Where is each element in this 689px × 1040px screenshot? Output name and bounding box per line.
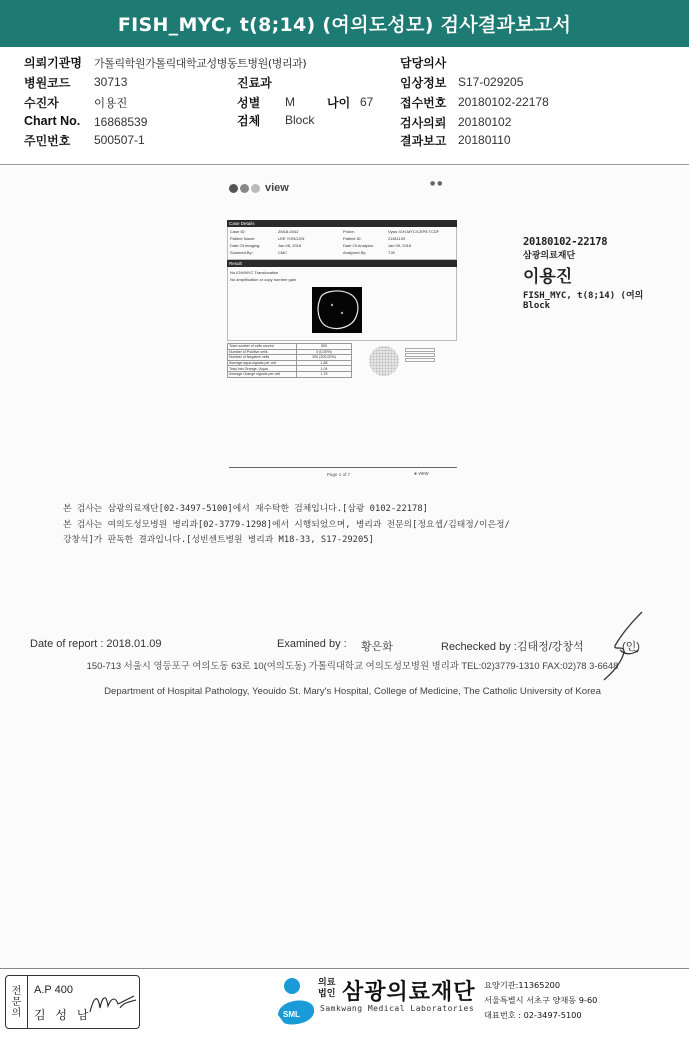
report-notes <box>63 502 510 549</box>
stamp-char: 문 <box>11 996 22 1008</box>
doctor-signature-icon <box>600 610 650 690</box>
institution-value: 가톨릭학원가톨릭대학교성병동트병원(병리과) <box>94 57 307 70</box>
care-code: 요양기관:11365200 <box>484 980 561 990</box>
specimen-value: Block <box>285 113 315 127</box>
metric-label: Average Orange signals per cell <box>228 371 297 377</box>
logo-dot-icon <box>229 184 238 193</box>
analyzed-by-label: Analyzed By: <box>343 250 367 255</box>
page-number: Page 1 of 7 <box>327 472 351 477</box>
note-line: 본 검사는 삼광의료재단[02-3497-5100]에서 재수탁한 검체입니다.[삼광 0102-22178] <box>63 504 428 514</box>
examined-label: Examined by : <box>277 638 347 650</box>
seal-mark: (인) <box>622 641 640 653</box>
sticker-receipt: 20180102-22178 <box>523 236 608 248</box>
sml-english-name: Samkwang Medical Laboratories <box>320 1004 475 1013</box>
result-header: Result <box>227 260 457 267</box>
sticker-name: 이용진 <box>523 267 573 287</box>
scanned-by-label: Scanned By: <box>230 250 253 255</box>
result-line-1: No IGH/MYC Translocation <box>230 270 279 275</box>
sml-label-bottom: 법인 <box>318 989 336 999</box>
institution-label: 의뢰기관명 <box>24 56 82 70</box>
metric-value: 0 (0.00%) <box>297 349 352 355</box>
sml-corp-label <box>318 978 335 1000</box>
case-details-header: Case Details <box>227 220 457 227</box>
sticker-specimen: Block <box>523 301 551 311</box>
sticker-foundation: 삼광의료재단 <box>523 251 576 261</box>
age-value: 67 <box>360 95 374 109</box>
sml-address: 서울특별시 서초구 양재동 9-60 <box>484 995 598 1005</box>
sml-contact-info <box>484 978 597 1023</box>
request-label: 검사의뢰 <box>400 116 447 130</box>
clinical-value: S17-029205 <box>458 75 524 89</box>
fish-cell-image <box>312 287 362 333</box>
logo-text: view <box>265 182 289 194</box>
sex-label: 성별 <box>237 96 261 110</box>
logo-dot-icon <box>251 184 260 193</box>
patient-id-label: Patient ID: <box>343 236 362 241</box>
metric-value: 1.75 <box>297 371 352 377</box>
note-line: 본 검사는 여의도성모병원 병리과[02-3779-1298]에서 시행되었으며, 병리과 전문의[정요셉/김태정/이은정/ <box>63 519 510 530</box>
specialist-signature-icon <box>88 990 138 1016</box>
analyzed-by-value: TJK <box>388 250 396 255</box>
receipt-label: 접수번호 <box>400 96 447 110</box>
note-line: 강창석]가 판독한 결과입니다.[성빈센트병원 병리과 M18-33, S17-29205] <box>63 535 374 545</box>
report-date-label: 결과보고 <box>400 134 447 148</box>
footer-logo-text: view <box>418 471 429 477</box>
age-label: 나이 <box>327 96 351 110</box>
specimen-label: 검체 <box>237 114 261 128</box>
case-id-value: ZM18-0042 <box>278 229 299 234</box>
metric-value: 1.04 <box>297 366 352 372</box>
case-details <box>227 227 457 260</box>
mini-legend <box>405 348 435 362</box>
metric-label: Average aqua signals per cell <box>228 360 297 366</box>
patient-label: 수진자 <box>24 96 59 110</box>
report-date-value: 20180110 <box>458 133 511 147</box>
case-id-label: Case ID: <box>230 229 246 234</box>
specialist-stamp <box>5 975 140 1029</box>
sex-value: M <box>285 95 295 109</box>
bioview-logo <box>229 182 289 194</box>
imaging-date-label: Date Of Imaging: <box>230 243 261 248</box>
hospital-code-label: 병원코드 <box>24 76 71 90</box>
patient-name-label: Patient Name: <box>230 236 256 241</box>
table-row <box>228 371 352 377</box>
specimen-sticker <box>523 236 643 311</box>
chart-label: Chart No. <box>24 114 81 128</box>
request-value: 20180102 <box>458 115 512 129</box>
logo-dot-icon <box>240 184 249 193</box>
metric-label: Total Intn Orange / Aqua <box>228 366 297 372</box>
stamp-char: 의 <box>11 1007 22 1019</box>
receipt-value: 20180102-22178 <box>458 95 549 109</box>
metric-label: Total number of cells scored <box>228 344 297 350</box>
stamp-char: 전 <box>11 985 22 997</box>
resident-label: 주민번호 <box>24 134 71 148</box>
sticker-test: FISH_MYC, t(8;14) (여의 <box>523 291 644 301</box>
metric-label: Number of Negative cells <box>228 355 297 361</box>
metric-value: 500 <box>297 344 352 350</box>
resident-value: 500507-1 <box>94 133 145 147</box>
doctor-label: 담당의사 <box>400 56 447 70</box>
divider <box>0 164 689 165</box>
imaging-date-value: Jan 08, 2018 <box>278 243 302 248</box>
patient-name-value: LEE YONGJIN <box>278 236 305 241</box>
report-title: FISH_MYC, t(8;14) (여의도성모) 검사결과보고서 <box>0 0 689 47</box>
result-line-2: No amplification or copy number gain <box>230 277 297 282</box>
patient-id-value: 21811193 <box>388 236 406 241</box>
probe-value: Vysis IGH-MYC/CEP8 TCDF <box>388 229 440 234</box>
department-label: 진료과 <box>237 76 272 90</box>
sml-logo-text: SML <box>283 1010 300 1019</box>
sml-logo-icon <box>272 975 320 1027</box>
metrics-table <box>227 343 352 378</box>
page-divider <box>229 467 457 468</box>
examined-value: 황은화 <box>361 641 393 653</box>
patient-value: 이용진 <box>94 96 128 110</box>
slide-scan-map <box>369 346 399 376</box>
hospital-department: Department of Hospital Pathology, Yeouido St. Mary's Hospital, College of Medicine, The Catholic University of Korea <box>104 686 601 697</box>
footer-divider <box>0 968 689 969</box>
sml-name: 삼광의료재단 <box>342 980 476 1005</box>
report-date: Date of report : 2018.01.09 <box>30 638 162 650</box>
patient-info-block <box>0 50 689 164</box>
scanned-by-value: CMC <box>278 250 288 255</box>
clinical-label: 임상정보 <box>400 76 447 90</box>
sml-label-top: 의료 <box>318 978 336 988</box>
analysis-date-value: Jan 09, 2018 <box>388 243 412 248</box>
rechecked-label: Rechecked by :김태정/강창석 <box>441 641 584 653</box>
footer-logo: ● view <box>414 471 429 477</box>
metric-label: Number of Positive cells <box>228 349 297 355</box>
specialist-name: 김 성 남 <box>34 1008 92 1022</box>
ap-number: A.P 400 <box>34 984 73 996</box>
hospital-address: 150-713 서울시 영등포구 여의도동 63로 10(여의도동) 가톨릭대학교 여의도성모병원 병리과 TEL:02)3779-1310 FAX:02)78 3-6648 <box>86 660 619 671</box>
top-right-mark: ● ● <box>430 180 443 187</box>
metric-value: 1.88 <box>297 360 352 366</box>
metric-value: 200 (100.00%) <box>297 355 352 361</box>
hospital-code-value: 30713 <box>94 75 128 89</box>
probe-label: Probe: <box>343 229 355 234</box>
stamp-vertical-label <box>6 976 28 1028</box>
sml-phone: 대표번호 : 02-3497-5100 <box>484 1010 582 1020</box>
chart-value: 16868539 <box>94 115 148 129</box>
analysis-date-label: Date Of Analysis: <box>343 243 374 248</box>
